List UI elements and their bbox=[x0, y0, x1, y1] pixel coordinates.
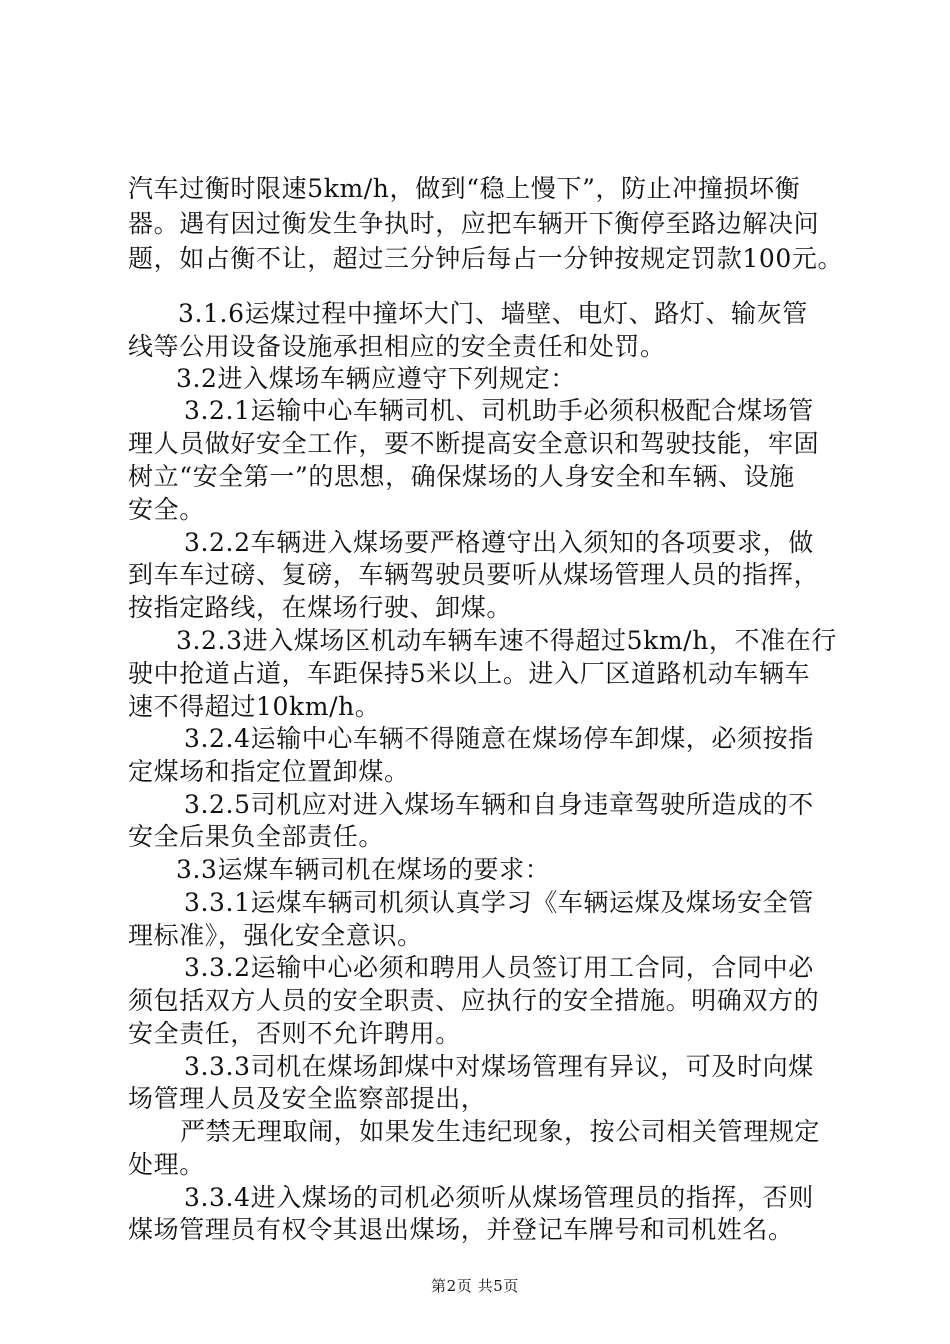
text-line: 3.3.3司机在煤场卸煤中对煤场管理有异议，可及时向煤 bbox=[184, 1052, 814, 1081]
page-number-footer: 第2页 共5页 bbox=[430, 1277, 520, 1295]
text-line: 3.2.1运输中心车辆司机、司机助手必须积极配合煤场管 bbox=[184, 396, 814, 425]
section-heading: 3.3运煤车辆司机在煤场的要求： bbox=[176, 855, 551, 884]
text-line: 安全。 bbox=[128, 495, 205, 524]
text-line: 安全责任，否则不允许聘用。 bbox=[128, 1019, 461, 1048]
text-line: 3.1.6运煤过程中撞坏大门、墙壁、电灯、路灯、输灰管 bbox=[178, 299, 808, 328]
text-line: 3.2.5司机应对进入煤场车辆和自身违章驾驶所造成的不 bbox=[184, 790, 814, 819]
text-line: 处理。 bbox=[128, 1150, 205, 1179]
text-line: 3.2.4运输中心车辆不得随意在煤场停车卸煤，必须按指 bbox=[184, 724, 814, 753]
text-line: 线等公用设备设施承担相应的安全责任和处罚。 bbox=[128, 332, 666, 361]
text-line: 3.2.3进入煤场区机动车辆车速不得超过5km/h，不准在行 bbox=[176, 626, 837, 655]
text-line: 安全后果负全部责任。 bbox=[128, 822, 385, 851]
text-line: 理人员做好安全工作，要不断提高安全意识和驾驶技能，牢固 bbox=[128, 429, 820, 458]
text-line: 到车车过磅、复磅，车辆驾驶员要听从煤场管理人员的指挥， bbox=[128, 560, 820, 589]
text-line: 器。遇有因过衡发生争执时，应把车辆开下衡停至路边解决问 bbox=[128, 209, 820, 238]
text-line: 汽车过衡时限速5km/h，做到“稳上慢下”，防止冲撞损坏衡 bbox=[128, 174, 801, 203]
text-line: 定煤场和指定位置卸煤。 bbox=[128, 757, 410, 786]
text-line: 3.3.2运输中心必须和聘用人员签订用工合同，合同中必 bbox=[184, 953, 814, 982]
text-line: 场管理人员及安全监察部提出， bbox=[128, 1084, 487, 1113]
text-line: 须包括双方人员的安全职责、应执行的安全措施。明确双方的 bbox=[128, 986, 820, 1015]
text-line: 按指定路线，在煤场行驶、卸煤。 bbox=[128, 593, 513, 622]
text-line: 3.3.1运煤车辆司机须认真学习《车辆运煤及煤场安全管 bbox=[184, 888, 814, 917]
text-line: 速不得超过10km/h。 bbox=[128, 692, 381, 721]
text-line: 煤场管理员有权令其退出煤场，并登记车牌号和司机姓名。 bbox=[128, 1215, 794, 1244]
text-line: 严禁无理取闹，如果发生违纪现象，按公司相关管理规定 bbox=[180, 1117, 821, 1146]
text-line: 3.2.2车辆进入煤场要严格遵守出入须知的各项要求，做 bbox=[184, 528, 814, 557]
text-line: 3.3.4进入煤场的司机必须听从煤场管理员的指挥，否则 bbox=[184, 1183, 814, 1212]
text-line: 树立“安全第一”的思想，确保煤场的人身安全和车辆、设施 bbox=[128, 462, 795, 491]
text-line: 理标准》，强化安全意识。 bbox=[128, 921, 423, 950]
text-line: 题，如占衡不让，超过三分钟后每占一分钟按规定罚款100元。 bbox=[128, 244, 844, 273]
section-heading: 3.2进入煤场车辆应遵守下列规定： bbox=[176, 364, 576, 393]
text-line: 驶中抢道占道，车距保持5米以上。进入厂区道路机动车辆车 bbox=[128, 659, 811, 688]
